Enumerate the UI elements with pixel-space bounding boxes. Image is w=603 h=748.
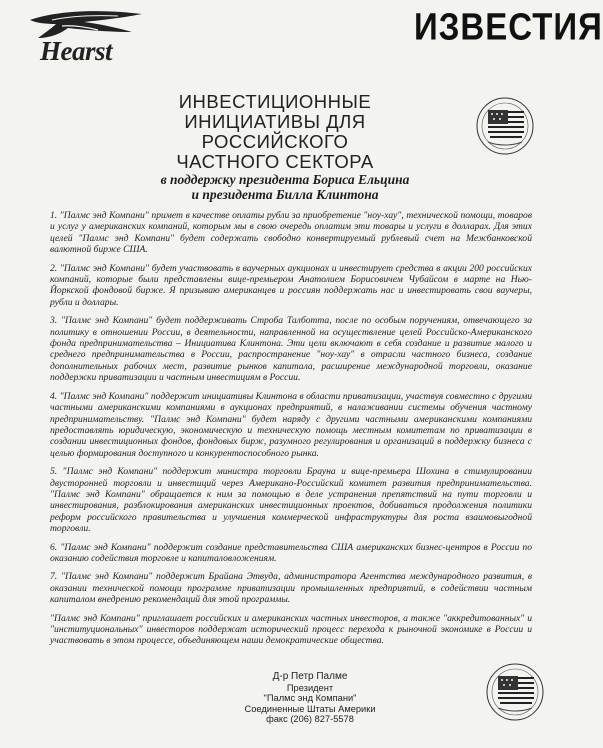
page-title — [120, 92, 430, 172]
body-text — [50, 210, 532, 654]
signature-position: Президент — [286, 682, 334, 693]
paragraph: 4. "Палмс энд Компани" поддержит инициативы Клинтона в области приватизации, участвуя совместно с другими частными американскими компаниями в аукционах предприятий, в налаживании системы обучения частному предпринимательству. "Палмс энд Компани" будет наряду с другими частными американскими компаниями предоставлять юридическую, экономическую и техническую помощь местным комитетам по приватизации в создании инвестиционных фондов, фондовых бирж, разумного регулирования и организаций в поддержку бизнеса с целью формирования доступного и конкурентоспособного рынка. — [50, 390, 532, 459]
seal-emblem-icon — [474, 96, 536, 156]
izvestia-logo-text: ИЗВЕСТИЯ — [414, 5, 603, 48]
paragraph: 6. "Палмс энд Компани" поддержит создание представительства США американских бизнес-центров в России по оказанию содействия торговле и капиталовложениям. — [50, 541, 532, 564]
signature-block — [210, 672, 410, 725]
signature-fax: факс (206) 827-5578 — [266, 714, 354, 725]
seal-emblem-icon — [484, 662, 546, 722]
title-line-1: ИНВЕСТИЦИОННЫЕ — [178, 91, 372, 112]
paragraph: 3. "Палмс энд Компани" будет поддерживать Строба Талботта, после по особым поручениям, отвечающего за политику в отношении России, в деятельности, направленной на осуществление целей Российско-Американского фонда предпринимательства – Инициатива Клинтона. Эти цели включают в себя создание и развитие малого и среднего предпринимательства в России, распространение "ноу-хау" в отрасли частного бизнеса, создание дополнительных рабочих мест, развитие рынков капитала, расширение международной торговли, оказание поддержки приватизации и частным инвестициям в России. — [50, 315, 532, 384]
paragraph: 5. "Палмс энд Компани" поддержит министра торговли Брауна и вице-премьера Шохина в стимулировании двусторонней торговли и инвестиций через Американо-Российский комитет развития предпринимательства. "Палмс энд Компани" обращается к ним за помощью в деле устранения препятствий на пути торговли и инвестирования, разблокирования американских инвестиционных проектов, добиваться продолжения политики реформ российского правительства и улучшения коммерческой инфраструктуры для роста взаимовыгодной торговли. — [50, 466, 532, 535]
title-line-3: ЧАСТНОГО СЕКТОРА — [176, 151, 374, 172]
signature-name: Д-р Петр Палме — [272, 671, 348, 682]
paragraph: "Палмс энд Компани" приглашает российских и американских частных инвесторов, а также "аккредитованных" и "институциональных" инвесторов поддержат исторический процесс перехода к рыночной экономике в России и участвовать в этом процессе, объединяющем наши демократические общества. — [50, 612, 532, 647]
paragraph: 2. "Палмс энд Компани" будет участвовать в ваучерных аукционах и инвестирует средства в акции 200 российских компаний, которые были представлены вице-премьером Анатолием Борисовичем Чубайсом в марте на Нью-Йоркской фондовой бирже. Я призываю американцев и россиян поддержать нас и инвестировать свои ваучеры, рубли и доллары. — [50, 262, 532, 308]
signature-company: "Палмс энд Компани" — [263, 693, 357, 704]
paragraph: 7. "Палмс энд Компани" поддержит Брайана Этвуда, администратора Агентства международного развития, в оказании технической помощи программе приватизации промышленных предприятий, в содействии частным капиталом внедрению рекомендаций для этой программы. — [50, 571, 532, 606]
subtitle — [120, 172, 450, 202]
title-line-2: ИНИЦИАТИВЫ ДЛЯ РОССИЙСКОГО — [184, 111, 366, 152]
hearst-logo-text: Hearst — [40, 36, 113, 66]
paragraph: 1. "Палмс энд Компани" примет в качестве оплаты рубли за приобретение "ноу-хау", технической помощи, товаров и услуг у американских компаний, которым мы в свою очередь оплатим эти товары и услуги в долларах. Для этих целей "Палмс энд Компани" будет содержать свободно конвертируемый рублевый счет на Межбанковской валютной бирже США. — [50, 210, 532, 256]
subtitle-line-1: в поддержку президента Бориса Ельцина — [160, 172, 410, 187]
subtitle-line-2: и президента Билла Клинтона — [191, 187, 379, 202]
signature-country: Соединенные Штаты Америки — [244, 703, 376, 714]
